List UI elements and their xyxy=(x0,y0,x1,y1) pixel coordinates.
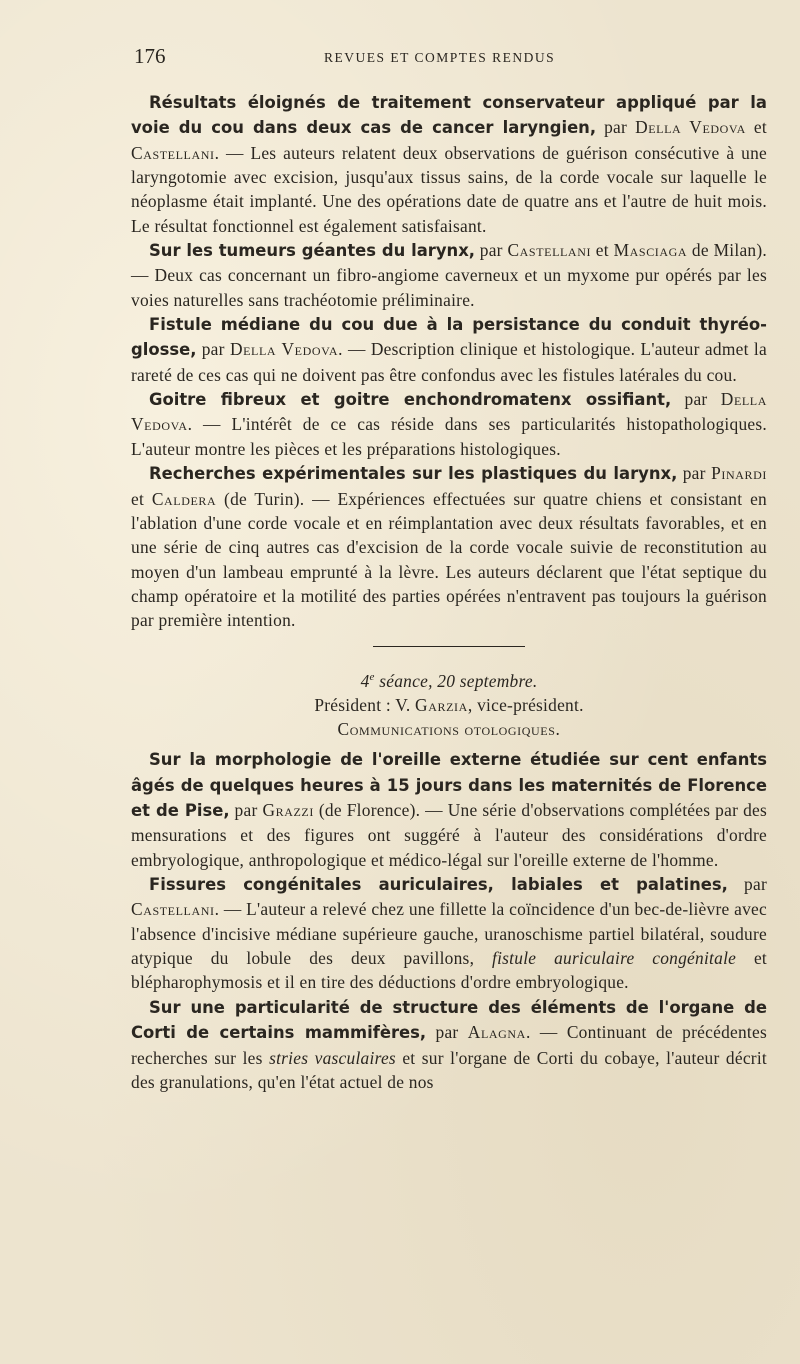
entry-by: par xyxy=(201,339,225,360)
entry-paragraph xyxy=(131,995,767,1094)
entry-title: Fissures congénitales auriculaires, labiales et palatines, xyxy=(149,875,728,895)
session-date: séance, 20 septembre. xyxy=(374,670,538,691)
session-heading xyxy=(131,665,767,693)
entry-paragraph xyxy=(131,461,767,632)
article-text xyxy=(131,90,767,1094)
entry-body: de Milan). — Deux cas concernant un fibro-angiome caverneux et un myxome pur opérés par les voies naturelles sans trachéotomie préliminaire. xyxy=(131,240,767,310)
entry-title: Résultats éloignés de traitement conservateur appliqué par la voie du cou dans deux cas de cancer laryngien, xyxy=(131,93,767,138)
entry-by: par xyxy=(684,389,708,410)
president-label: Président : V. xyxy=(314,694,411,715)
session-number: 4 xyxy=(360,670,370,691)
entry-authors-2: Caldera xyxy=(151,488,217,509)
entry-title: Recherches expérimentales sur les plastiques du larynx, xyxy=(149,464,678,484)
entry-and: et xyxy=(131,488,145,509)
entry-authors-2: Masciaga xyxy=(613,240,688,261)
entry-italic-term: fistule auriculaire congénitale xyxy=(492,948,737,969)
section-divider xyxy=(373,646,525,647)
entry-and: et xyxy=(753,117,767,138)
entry-authors: Castellani xyxy=(507,240,592,261)
entry-paragraph xyxy=(131,90,767,238)
entry-title: Sur la morphologie de l'oreille externe étudiée sur cent enfants âgés de quelques heures à 15 jours dans les maternités de Florence et de Pise, xyxy=(131,750,767,821)
entry-authors: Grazzi xyxy=(262,800,314,821)
entry-paragraph xyxy=(131,312,767,387)
entry-and: et xyxy=(595,240,609,261)
entry-title: Fistule médiane du cou due à la persistance du conduit thyréo-glosse, xyxy=(131,315,767,360)
entry-body: (de Florence). — Une série d'observations complétées par des mensurations et des figures ont suggéré à l'auteur des considérations d'ordre embryologique, anthropologique et médico-légal sur l'oreille externe de l'homme. xyxy=(131,800,767,870)
entry-title: Sur une particularité de structure des éléments de l'organe de Corti de certains mammifères, xyxy=(131,997,767,1043)
session-suffix: e xyxy=(369,670,375,683)
entry-italic-term: stries vasculaires xyxy=(269,1047,396,1068)
session-president xyxy=(131,693,767,717)
entry-body: . — L'intérêt de ce cas réside dans ses particularités histopathologiques. L'auteur montre les pièces et les préparations histologiques. xyxy=(131,414,767,459)
page-header xyxy=(134,44,766,74)
president-name: Garzia xyxy=(415,694,468,715)
section-heading: Communications otologiques. xyxy=(337,719,561,740)
entry-by: par xyxy=(234,800,258,821)
entry-authors: Pinardi xyxy=(711,463,767,484)
page-number: 176 xyxy=(134,44,166,68)
entry-title: Sur les tumeurs géantes du larynx, xyxy=(149,241,476,261)
entry-by: par xyxy=(744,874,767,895)
entry-body: . — Les auteurs relatent deux observations de guérison consécutive à une laryngotomie avec excision, jusqu'aux tissus sains, de la corde vocale sur laquelle le néoplasme était implanté. Une des opérations date de quatre ans et l'autre de huit mois. Le résultat fonctionnel est également satisfaisant. xyxy=(131,142,767,236)
entry-by: par xyxy=(435,1022,459,1043)
president-suffix: , vice-président. xyxy=(467,694,584,715)
running-title: REVUES ET COMPTES RENDUS xyxy=(324,50,556,65)
entry-paragraph xyxy=(131,387,767,461)
entry-by: par xyxy=(604,117,628,138)
entry-body: . — Continuant de précédentes recherches sur les xyxy=(131,1022,767,1068)
entry-authors: Castellani xyxy=(131,899,215,920)
entry-title: Goitre fibreux et goitre enchondromatenx ossifiant, xyxy=(149,390,672,410)
entry-by: par xyxy=(479,240,503,261)
entry-authors: Della Vedova xyxy=(635,117,746,138)
entry-body: . — Description clinique et histologique. L'auteur admet la rareté de ces cas qui ne doivent pas être confondus avec les fistules latérales du cou. xyxy=(131,339,767,385)
entry-by: par xyxy=(682,463,706,484)
entry-paragraph xyxy=(131,238,767,312)
entry-paragraph xyxy=(131,872,767,995)
entry-authors: Alagna xyxy=(467,1022,526,1043)
entry-authors: Della Vedova xyxy=(229,339,339,360)
entry-body: (de Turin). — Expériences effectuées sur quatre chiens et consistant en l'ablation d'une corde vocale et en réimplantation avec deux résultats favorables, et en une série de cinq autres cas d'excision de la corde vocale suivie de reconstitution au moyen d'un lambeau emprunté à la lèvre. Les auteurs déclarent que l'état septique du champ opératoire et la motilité des parties opérées n'entravent pas toujours la guérison par première intention. xyxy=(131,488,767,631)
entry-authors: Della Vedova xyxy=(131,389,767,435)
entry-paragraph xyxy=(131,747,767,872)
entry-body-end: et sur l'organe de Corti du cobaye, l'auteur décrit des granulations, qu'en l'état actuel de nos xyxy=(131,1047,768,1092)
entry-body-end: et blépharophymosis et il en tire des déductions d'ordre embryologique. xyxy=(131,948,767,993)
entry-authors-2: Castellani xyxy=(131,142,215,163)
entry-body: . — L'auteur a relevé chez une fillette la coïncidence d'un bec-de-lièvre avec l'absence d'incisive médiane supérieure gauche, uranoschisme partiel bilatéral, soudure atypique du lobule des deux pavillons, xyxy=(131,899,767,969)
